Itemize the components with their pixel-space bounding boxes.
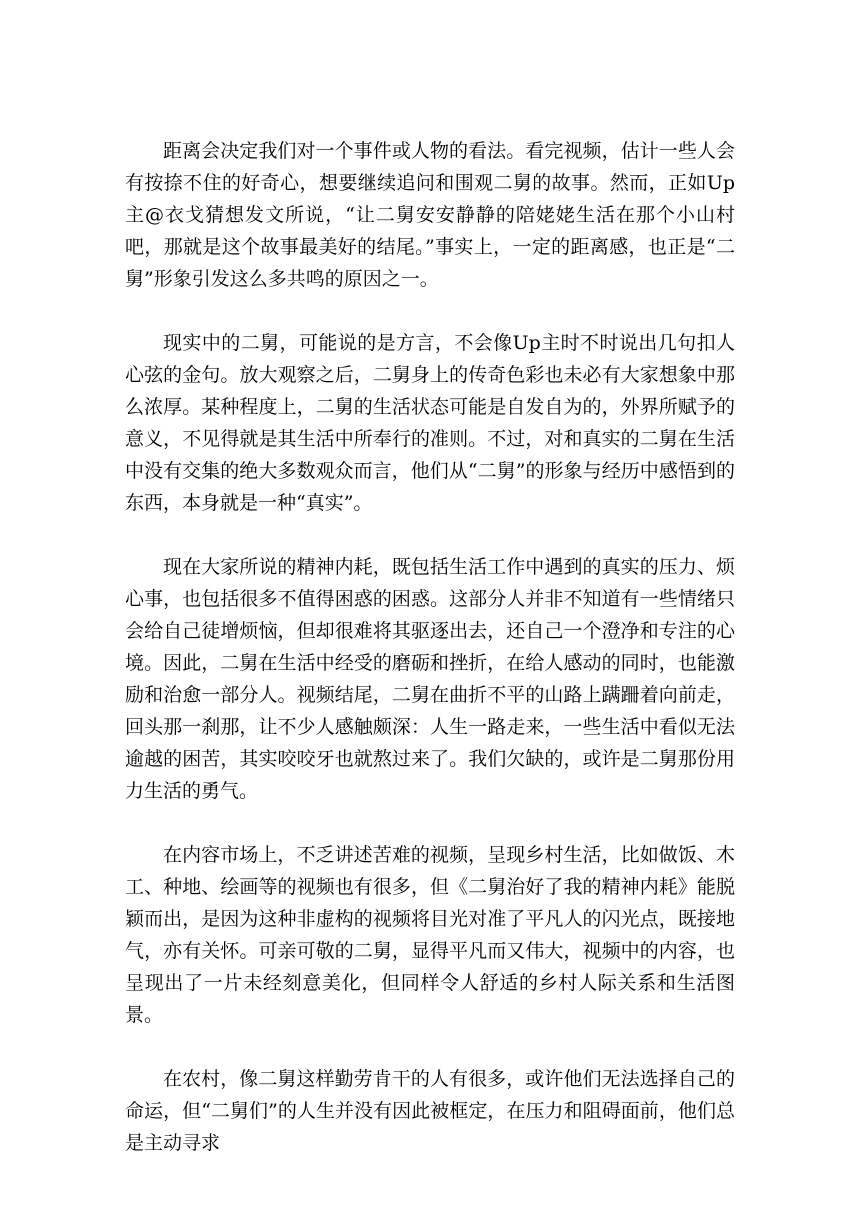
paragraph-content-market: 在内容市场上，不乏讲述苦难的视频，呈现乡村生活，比如做饭、木工、种地、绘画等的视频也有很多，但《二舅治好了我的精神内耗》能脱颖而出，是因为这种非虚构的视频将目光对准了平凡人的闪光点，既接地气，亦有关怀。可亲可敬的二舅，显得平凡而又伟大，视频中的内容，也呈现出了一片未经刻意美化，但同样令人舒适的乡村人际关系和生活图景。 xyxy=(125,844,735,1026)
paragraph-mental-exhaustion: 现在大家所说的精神内耗，既包括生活工作中遇到的真实的压力、烦心事，也包括很多不值得困惑的困惑。这部分人并非不知道有一些情绪只会给自己徒增烦恼，但却很难将其驱逐出去，还自己一个澄净和专注的心境。因此，二舅在生活中经受的磨砺和挫折，在给人感动的同时，也能激励和治愈一部分人。视频结尾，二舅在曲折不平的山路上蹒跚着向前走，回头那一刹那，让不少人感触颇深：人生一路走来，一些生活中看似无法逾越的困苦，其实咬咬牙也就熬过来了。我们欠缺的，或许是二舅那份用力生活的勇气。 xyxy=(125,556,735,802)
paragraph-countryside: 在农村，像二舅这样勤劳肯干的人有很多，或许他们无法选择自己的命运，但“二舅们”的人生并没有因此被框定，在压力和阻碍面前，他们总是主动寻求 xyxy=(125,1068,735,1154)
paragraph-reality: 现实中的二舅，可能说的是方言，不会像Up主时不时说出几句扣人心弦的金句。放大观察之后，二舅身上的传奇色彩也未必有大家想象中那么浓厚。某种程度上，二舅的生活状态可能是自发自为的，外界所赋予的意义，不见得就是其生活中所奉行的准则。不过，对和真实的二舅在生活中没有交集的绝大多数观众而言，他们从“二舅”的形象与经历中感悟到的东西，本身就是一种“真实”。 xyxy=(125,332,735,514)
document-body xyxy=(125,135,735,1159)
paragraph-distance: 距离会决定我们对一个事件或人物的看法。看完视频，估计一些人会有按捺不住的好奇心，想要继续追问和围观二舅的故事。然而，正如Up主@衣戈猜想发文所说，“让二舅安安静静的陪姥姥生活在那个小山村吧，那就是这个故事最美好的结尾。”事实上，一定的距离感，也正是“二舅”形象引发这么多共鸣的原因之一。 xyxy=(125,140,735,290)
